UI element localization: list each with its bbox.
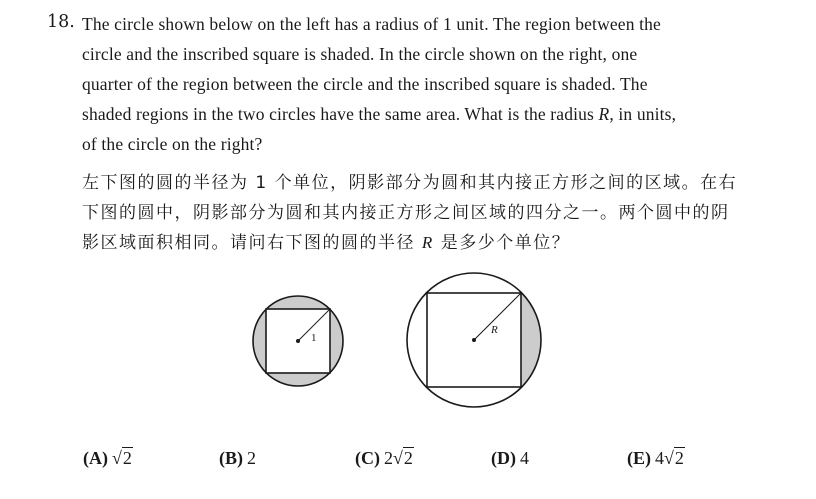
english-line-2: circle and the inscribed square is shaded. In the circle shown on the right, one — [82, 44, 638, 64]
sqrt-icon: √2 — [664, 448, 684, 468]
problem-number: 18. — [47, 12, 75, 32]
answer-b[interactable] — [219, 448, 256, 469]
right-shaded-segment — [521, 270, 546, 410]
chinese-line-3-tail: 是多少个单位？ — [433, 233, 571, 253]
english-line-3: quarter of the region between the circle and the inscribed square is shaded. The — [82, 74, 648, 94]
chinese-line-1: 左下图的圆的半径为 1 个单位，阴影部分为圆和其内接正方形之间的区域。在右 — [82, 173, 738, 193]
answer-e-label: (E) — [627, 448, 651, 468]
answer-d[interactable] — [491, 448, 529, 469]
right-radius-label: R — [491, 324, 498, 336]
answer-d-label: (D) — [491, 448, 516, 468]
answer-e-radicand: 2 — [674, 448, 684, 468]
answer-c-label: (C) — [355, 448, 380, 468]
right-center-dot — [472, 338, 476, 342]
answer-c-radicand: 2 — [403, 448, 413, 468]
answer-a-label: (A) — [83, 448, 108, 468]
answer-b-label: (B) — [219, 448, 243, 468]
answer-c[interactable] — [355, 448, 414, 469]
chinese-line-3-text: 影区域面积相同。请问右下图的圆的半径 — [82, 233, 422, 253]
english-line-4-text: shaded regions in the two circles have the same area. What is the radius — [82, 104, 599, 124]
english-line-1: The circle shown below on the left has a radius of 1 unit. The region between the — [82, 14, 661, 34]
chinese-line-2: 下图的圆中，阴影部分为圆和其内接正方形之间区域的四分之一。两个圆中的阴 — [82, 203, 730, 223]
english-line-5: of the circle on the right? — [82, 134, 263, 154]
radius-variable-zh: R — [421, 233, 434, 252]
answer-d-value: 4 — [520, 448, 529, 468]
left-radius-label: 1 — [311, 332, 317, 344]
answer-c-prefix: 2 — [384, 448, 393, 468]
answer-b-value: 2 — [247, 448, 256, 468]
answer-a[interactable] — [83, 448, 133, 469]
sqrt-icon: √2 — [393, 448, 413, 468]
left-center-dot — [296, 339, 300, 343]
radius-variable: R — [598, 104, 610, 124]
right-figure — [407, 270, 546, 410]
answer-a-radicand: 2 — [122, 448, 132, 468]
english-line-4-tail: , in units, — [609, 104, 677, 124]
left-figure — [253, 296, 343, 386]
answer-e-prefix: 4 — [655, 448, 664, 468]
answer-e[interactable] — [627, 448, 685, 469]
sqrt-icon: √2 — [112, 448, 132, 468]
